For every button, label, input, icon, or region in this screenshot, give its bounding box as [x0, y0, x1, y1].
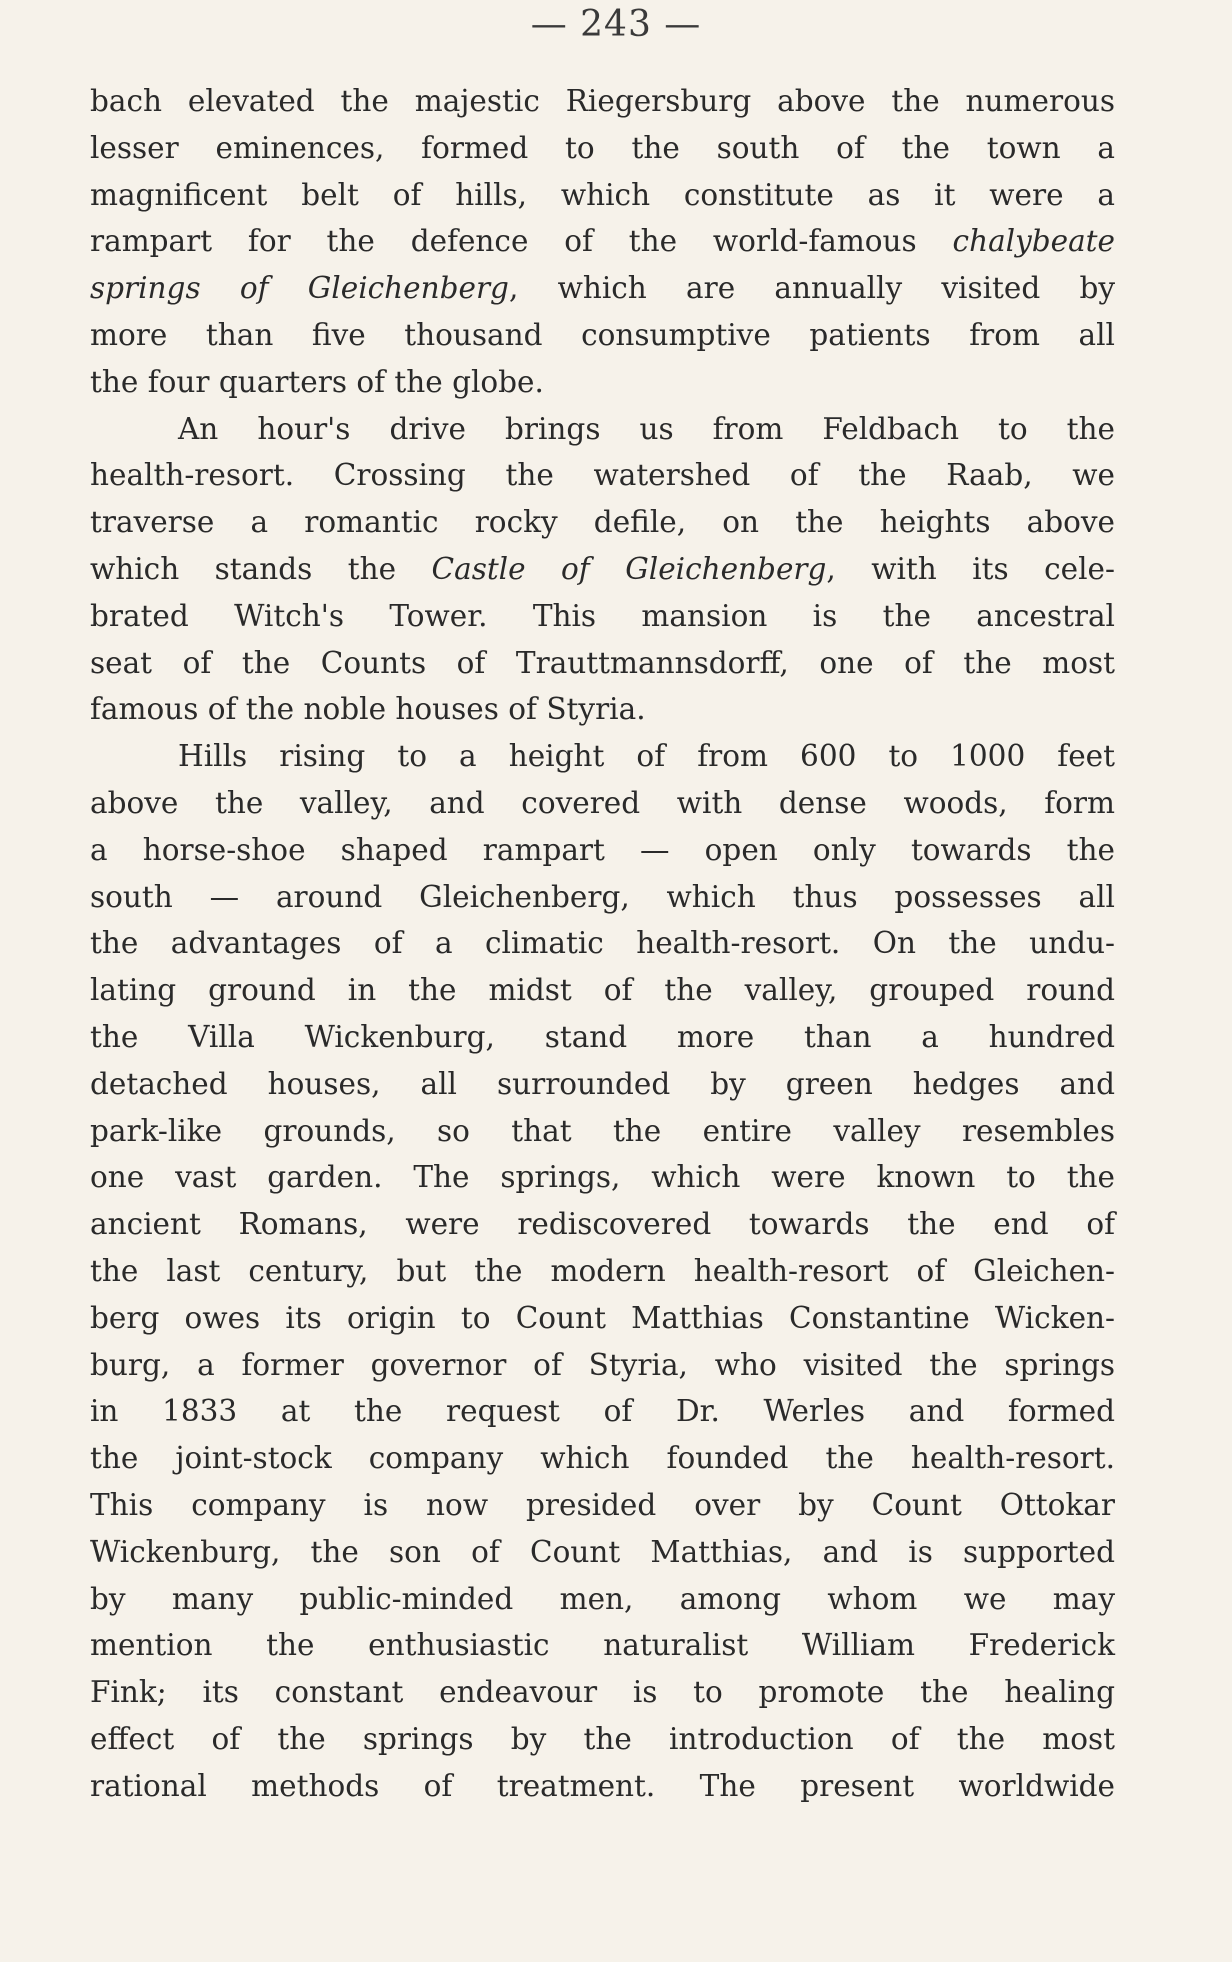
- text-line: the joint-stock company which founded the health-resort.: [90, 1441, 1115, 1476]
- text-line: traverse a romantic rocky defile, on the heights above: [90, 505, 1115, 540]
- text-line: Wickenburg, the son of Count Matthias, and is supported: [90, 1534, 1115, 1569]
- text-line: by many public-minded men, among whom we may: [90, 1581, 1115, 1616]
- text-line: This company is now presided over by Count Ottokar: [90, 1487, 1115, 1522]
- text-line: the last century, but the modern health-resort of Gleichen-: [90, 1253, 1115, 1288]
- page-number-header: — 243 —: [530, 4, 702, 45]
- text-line: magnificent belt of hills, which constitute as it were a: [90, 177, 1115, 212]
- text-line: [90, 265, 1115, 312]
- text-line: seat of the Counts of Trauttmannsdorff, one of the most: [90, 645, 1115, 680]
- text-line: ancient Romans, were rediscovered towards the end of: [90, 1207, 1115, 1242]
- text-line: a horse-shoe shaped rampart — open only towards the: [90, 832, 1115, 867]
- text-line: south — around Gleichenberg, which thus possesses all: [90, 879, 1115, 914]
- text-line: detached houses, all surrounded by green hedges and: [90, 1066, 1115, 1101]
- text-segment: , which are annually visited by: [508, 271, 1116, 306]
- text-line: above the valley, and covered with dense woods, form: [90, 785, 1115, 820]
- text-line: mention the enthusiastic naturalist William Frederick: [90, 1628, 1115, 1663]
- text-line: more than five thousand consumptive patients from all: [90, 317, 1115, 352]
- text-line: Hills rising to a height of from 600 to 1000 feet: [178, 739, 1115, 774]
- text-line: rational methods of treatment. The present worldwide: [90, 1768, 1115, 1803]
- text-line: health-resort. Crossing the watershed of the Raab, we: [90, 458, 1115, 493]
- text-line: lating ground in the midst of the valley, grouped round: [90, 973, 1115, 1008]
- text-line: bach elevated the majestic Riegersburg above the numerous: [90, 84, 1115, 118]
- text-line: in 1833 at the request of Dr. Werles and formed: [90, 1394, 1115, 1429]
- text-line: famous of the noble houses of Styria.: [90, 692, 646, 727]
- text-segment: rampart for the defence of the world-famous: [90, 224, 953, 259]
- italic-term: springs of Gleichenberg: [90, 271, 509, 306]
- text-line: berg owes its origin to Count Matthias Constantine Wicken-: [90, 1300, 1115, 1335]
- body-text: [90, 78, 1115, 1809]
- text-line: the Villa Wickenburg, stand more than a hundred: [90, 1019, 1115, 1054]
- text-line: lesser eminences, formed to the south of the town a: [90, 130, 1115, 165]
- text-line: Fink; its constant endeavour is to promote the healing: [90, 1675, 1115, 1710]
- text-segment: which stands the: [90, 551, 432, 586]
- text-line: burg, a former governor of Styria, who visited the springs: [90, 1347, 1115, 1382]
- text-line: the advantages of a climatic health-resort. On the undu-: [90, 926, 1115, 961]
- text-line: [90, 546, 1115, 593]
- text-line: brated Witch's Tower. This mansion is the ancestral: [90, 598, 1115, 633]
- text-line: effect of the springs by the introduction of the most: [90, 1721, 1115, 1756]
- text-line: park-like grounds, so that the entire valley resembles: [90, 1113, 1115, 1148]
- text-segment: , with its cele-: [826, 551, 1115, 586]
- text-line: [90, 218, 1115, 265]
- text-line: An hour's drive brings us from Feldbach to the: [178, 411, 1115, 446]
- text-line: the four quarters of the globe.: [90, 364, 544, 399]
- text-line: one vast garden. The springs, which were known to the: [90, 1160, 1115, 1195]
- italic-term: chalybeate: [952, 224, 1115, 259]
- italic-term: Castle of Gleichenberg: [431, 551, 827, 586]
